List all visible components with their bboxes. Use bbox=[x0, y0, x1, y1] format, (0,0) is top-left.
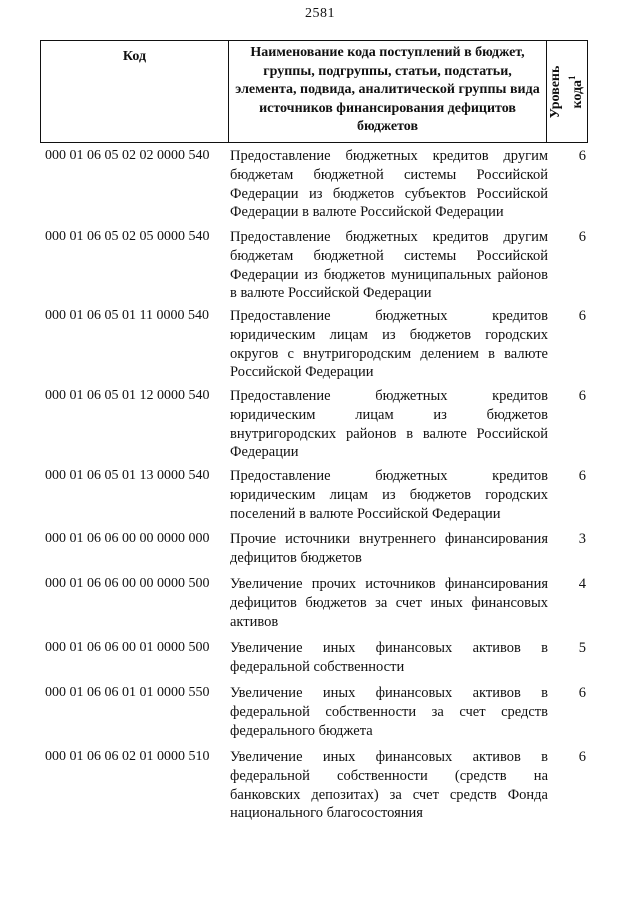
row-level: 5 bbox=[578, 640, 586, 656]
row-code: 000 01 06 05 02 02 0000 540 bbox=[45, 148, 210, 163]
page-number: 2581 bbox=[305, 6, 335, 21]
row-level: 6 bbox=[578, 468, 586, 484]
row-name: Предоставление бюджетных кредитов юридическим лицам из бюджетов городских поселений в валюте Российской Федерации bbox=[230, 468, 548, 522]
row-code: 000 01 06 06 01 01 0000 550 bbox=[45, 685, 210, 700]
row-name: Увеличение иных финансовых активов в федеральной собственности (средств на банковских депозитах) за счет средств Фонда национального благосостояния bbox=[230, 749, 548, 822]
header-level bbox=[547, 41, 587, 142]
table-row bbox=[40, 530, 592, 568]
row-level: 4 bbox=[578, 576, 586, 592]
row-code: 000 01 06 06 00 01 0000 500 bbox=[45, 640, 210, 655]
row-name: Увеличение прочих источников финансирования дефицитов бюджетов за счет иных финансовых активов bbox=[230, 576, 548, 630]
row-level: 6 bbox=[578, 148, 586, 164]
row-name: Увеличение иных финансовых активов в федеральной собственности за счет средств федерального бюджета bbox=[230, 685, 548, 739]
row-name: Предоставление бюджетных кредитов другим бюджетам бюджетной системы Российской Федерации из бюджетов муниципальных районов в валюте Российской Федерации bbox=[230, 229, 548, 302]
table-row bbox=[40, 307, 592, 382]
row-level: 6 bbox=[578, 685, 586, 701]
row-name: Предоставление бюджетных кредитов юридическим лицам из бюджетов внутригородских районов в валюте Российской Федерации bbox=[230, 388, 548, 461]
row-level: 6 bbox=[578, 749, 586, 765]
row-level: 6 bbox=[578, 229, 586, 245]
row-level: 6 bbox=[578, 388, 586, 404]
header-level-label bbox=[548, 65, 586, 118]
table-row bbox=[40, 684, 592, 740]
table-header bbox=[40, 40, 588, 143]
header-level-line2: кода bbox=[569, 79, 585, 109]
table-row bbox=[40, 748, 592, 823]
header-level-line1: Уровень bbox=[548, 65, 564, 118]
header-level-footnote: 1 bbox=[567, 74, 578, 80]
header-name: Наименование кода поступлений в бюджет, группы, подгруппы, статьи, подстатьи, элемента, подвида, аналитической группы вида источников финансирования дефицитов бюджетов bbox=[229, 41, 547, 142]
row-code: 000 01 06 06 00 00 0000 500 bbox=[45, 576, 210, 591]
row-code: 000 01 06 05 02 05 0000 540 bbox=[45, 229, 210, 244]
row-code: 000 01 06 06 02 01 0000 510 bbox=[45, 749, 210, 764]
table-row bbox=[40, 639, 592, 677]
row-name: Предоставление бюджетных кредитов другим бюджетам бюджетной системы Российской Федерации из бюджетов субъектов Российской Федерации в валюте Российской Федерации bbox=[230, 148, 548, 221]
table-row bbox=[40, 575, 592, 631]
row-name: Прочие источники внутреннего финансирования дефицитов бюджетов bbox=[230, 531, 548, 566]
table-row bbox=[40, 467, 592, 523]
row-code: 000 01 06 05 01 12 0000 540 bbox=[45, 388, 210, 403]
table-row bbox=[40, 228, 592, 303]
row-code: 000 01 06 06 00 00 0000 000 bbox=[45, 531, 210, 546]
row-code: 000 01 06 05 01 11 0000 540 bbox=[45, 308, 209, 323]
row-level: 3 bbox=[578, 531, 586, 547]
row-level: 6 bbox=[578, 308, 586, 324]
row-name: Увеличение иных финансовых активов в федеральной собственности bbox=[230, 640, 548, 675]
table-row bbox=[40, 147, 592, 222]
row-name: Предоставление бюджетных кредитов юридическим лицам из бюджетов городских округов с внутригородским делением в валюте Российской Федерации bbox=[230, 308, 548, 381]
header-code: Код bbox=[41, 41, 229, 142]
table-row bbox=[40, 387, 592, 462]
row-code: 000 01 06 05 01 13 0000 540 bbox=[45, 468, 210, 483]
